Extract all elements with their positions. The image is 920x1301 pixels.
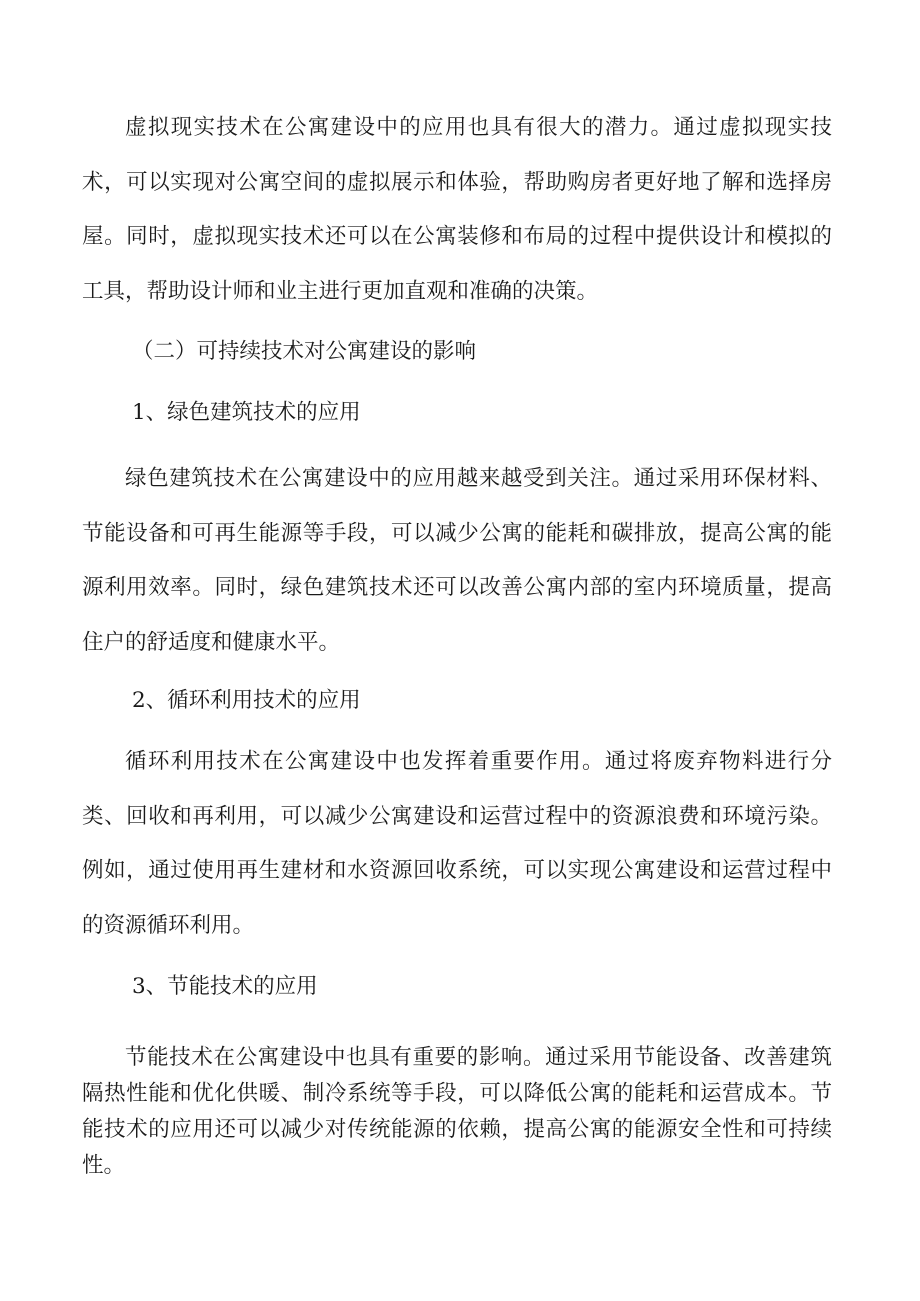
subsection-heading-energy-saving: 3、节能技术的应用 [132, 974, 318, 999]
paragraph-vr-technology: 虚拟现实技术在公寓建设中的应用也具有很大的潜力。通过虚拟现实技术，可以实现对公寓空间的虚拟展示和体验，帮助购房者更好地了解和选择房屋。同时，虚拟现实技术还可以在公寓装修和布局的过程中提供设计和模拟的工具，帮助设计师和业主进行更加直观和准确的决策。 [82, 115, 832, 304]
subsection-heading-recycling: 2、循环利用技术的应用 [132, 688, 361, 713]
section-heading: （二）可持续技术对公寓建设的影响 [132, 339, 477, 364]
paragraph-green-building: 绿色建筑技术在公寓建设中的应用越来越受到关注。通过采用环保材料、节能设备和可再生能源等手段，可以减少公寓的能耗和碳排放，提高公寓的能源利用效率。同时，绿色建筑技术还可以改善公寓内部的室内环境质量，提高住户的舒适度和健康水平。 [82, 466, 832, 655]
paragraph-recycling: 循环利用技术在公寓建设中也发挥着重要作用。通过将废弃物料进行分类、回收和再利用，可以减少公寓建设和运营过程中的资源浪费和环境污染。例如，通过使用再生建材和水资源回收系统，可以实现公寓建设和运营过程中的资源循环利用。 [82, 749, 832, 938]
paragraph-energy-saving: 节能技术在公寓建设中也具有重要的影响。通过采用节能设备、改善建筑隔热性能和优化供暖、制冷系统等手段，可以降低公寓的能耗和运营成本。节能技术的应用还可以减少对传统能源的依赖，提高公寓的能源安全性和可持续性。 [82, 1045, 832, 1178]
subsection-heading-green-building: 1、绿色建筑技术的应用 [132, 400, 361, 425]
